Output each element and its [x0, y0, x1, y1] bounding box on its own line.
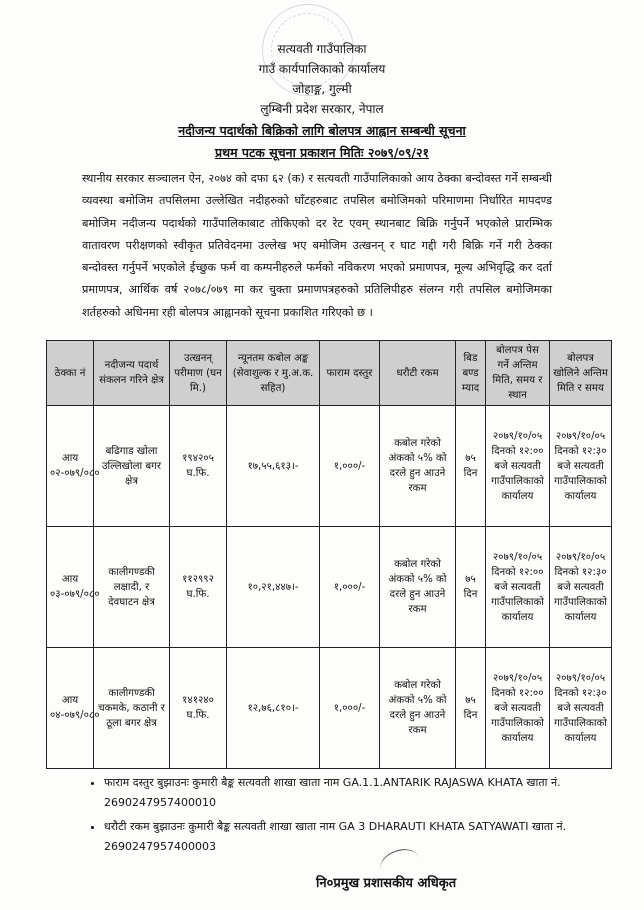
cell-form-fee: १,०००/- [320, 527, 380, 648]
note-form-fee: • फाराम दस्तुर बुझाउनः कुमारी बैङ्क सत्यवती शाखा खाता नाम GA.1.1.ANTARIK RAJASWA KHATA खाता नं. 2690247957400010 [104, 773, 624, 813]
province-line: लुम्बिनी प्रदेश सरकार, नेपाल [260, 102, 384, 116]
cell-contract-no: आय ०३-०७९/०८० [47, 527, 94, 648]
cell-bid-bond: ७५ दिन [456, 406, 486, 527]
cell-opening: २०७९/१०/०५ दिनको १२:३० बजे सत्यवती गाउँपालिकाको कार्यालय [550, 406, 612, 527]
notes-list [90, 773, 624, 861]
col-opening: बोलपत्र खोलिने अन्तिम मिति र समय [550, 341, 612, 406]
cell-form-fee: १,०००/- [320, 406, 380, 527]
office-address: जोहाङ्ग, गुल्मी [292, 82, 352, 96]
intro-paragraph: स्थानीय सरकार सञ्चालन ऐन, २०७४ को दफा ६२ (क) र सत्यवती गाउँपालिकाको आय ठेक्का बन्दोवस्त गर्ने सम्बन्धी व्यवस्था बमोजिम तपसिलमा उल्लेखित नदीहरुको घाँटहरुबाट तपसिल बमोजिमको परिमाणमा निर्धारित मापदण्ड बमोजिम नदीजन्य पदार्थको गाउँपालिकाबाट तोकिएको दर रेट एवम् स्थानबाट बिक्रि गर्नुपर्ने भएकोले प्रारम्भिक वातावरण परीक्षणको स्वीकृत प्रतिवेदनमा उल्लेख भए बमोजिम उत्खनन् र घाट गद्दी गरी बिक्रि गर्ने गरी ठेक्का बन्दोवस्त गर्नुपर्ने भएकोले ईच्छुक फर्म वा कम्पनीहरुले फर्मको नविकरण भएको प्रमाणपत्र, मूल्य अभिवृद्धि कर दर्ता प्रमाणपत्र, आर्थिक वर्ष २०७८/०७९ मा कर चुक्ता प्रमाणपत्रहरुको प्रतिलिपीहरु संलग्न गरी तपसिल बमोजिमका शर्तहरुको अधिनमा रही बोलपत्र आह्वानको सूचना प्रकाशित गरिएको छ । [82, 172, 552, 319]
table-row [47, 406, 612, 527]
col-volume: उत्खनन् परीमाण (घन मि.) [170, 341, 227, 406]
cell-form-fee: १,०००/- [320, 648, 380, 769]
table-header-row [47, 341, 612, 406]
cell-area: बढिगाड खोला उल्लिखोला बगर क्षेत्र [94, 406, 170, 527]
cell-min-amount: १०,२१,४४७।- [227, 527, 320, 648]
col-bid-bond: बिड बण्ड म्याद [456, 341, 486, 406]
cell-deposit: कबोल गरेको अंकको ५% को दरले हुन आउने रकम [380, 406, 456, 527]
col-contract-no: ठेक्का नं [47, 341, 94, 406]
cell-bid-bond: ७५ दिन [456, 527, 486, 648]
cell-opening: २०७९/१०/०५ दिनको १२:३० बजे सत्यवती गाउँपालिकाको कार्यालय [550, 648, 612, 769]
note-deposit: • धरौटी रकम बुझाउनः कुमारी बैङ्क सत्यवती शाखा खाता नाम GA 3 DHARAUTI KHATA SATYAWATI खाता नं. 2690247957400003 [104, 817, 624, 857]
publication-date: प्रथम पटक सूचना प्रकाशन मितिः २०७९/०९/२१ [214, 145, 430, 160]
notice-title: नदीजन्य पदार्थको बिक्रिको लागि बोलपत्र आह्वान सम्बन्धी सूचना [178, 123, 466, 138]
cell-deposit: कबोल गरेको अंकको ५% को दरले हुन आउने रकम [380, 527, 456, 648]
signatory-title: नि०प्रमुख प्रशासकीय अधिकृत [316, 876, 457, 891]
cell-min-amount: १७,५५,६१३।- [227, 406, 320, 527]
cell-submission: २०७९/१०/०५ दिनको १२:०० बजे सत्यवती गाउँपालिकाको कार्यालय [486, 527, 550, 648]
municipality-name: सत्यवती गाउँपालिका [277, 42, 367, 56]
cell-submission: २०७९/१०/०५ दिनको १२:०० बजे सत्यवती गाउँपालिकाको कार्यालय [486, 406, 550, 527]
col-submission: बोलपत्र पेस गर्ने अन्तिम मिति, समय र स्थान [486, 341, 550, 406]
cell-area: कालीगण्डकी चकमके, कठानी र ठूला बगर क्षेत्र [94, 648, 170, 769]
cell-volume: ११२९९२ घ.फि. [170, 527, 227, 648]
cell-area: कालीगण्डकी लक्षादी, र देवघाटन क्षेत्र [94, 527, 170, 648]
tender-table [46, 340, 612, 769]
cell-volume: १९४२०५ घ.फि. [170, 406, 227, 527]
cell-submission: २०७९/१०/०५ दिनको १२:०० बजे सत्यवती गाउँपालिकाको कार्यालय [486, 648, 550, 769]
table-row [47, 527, 612, 648]
cell-bid-bond: ७५ दिन [456, 648, 486, 769]
cell-min-amount: १२,७६,८१०।- [227, 648, 320, 769]
cell-volume: १४१२४० घ.फि. [170, 648, 227, 769]
cell-contract-no: आय ०२-०७९/०८० [47, 406, 94, 527]
cell-deposit: कबोल गरेको अंकको ५% को दरले हुन आउने रकम [380, 648, 456, 769]
cell-opening: २०७९/१०/०५ दिनको १२:३० बजे सत्यवती गाउँपालिकाको कार्यालय [550, 527, 612, 648]
col-form-fee: फाराम दस्तुर [320, 341, 380, 406]
office-name: गाउँ कार्यपालिकाको कार्यालय [258, 62, 386, 76]
table-row [47, 648, 612, 769]
col-deposit: धरौटी रकम [380, 341, 456, 406]
col-min-amount: न्यूनतम कबोल अङ्क (सेवाशुल्क र मु.अ.क. सहित) [227, 341, 320, 406]
col-area: नदीजन्य पदार्थ संकलन गरिने क्षेत्र [94, 341, 170, 406]
cell-contract-no: आय ०४-०७९/०८० [47, 648, 94, 769]
